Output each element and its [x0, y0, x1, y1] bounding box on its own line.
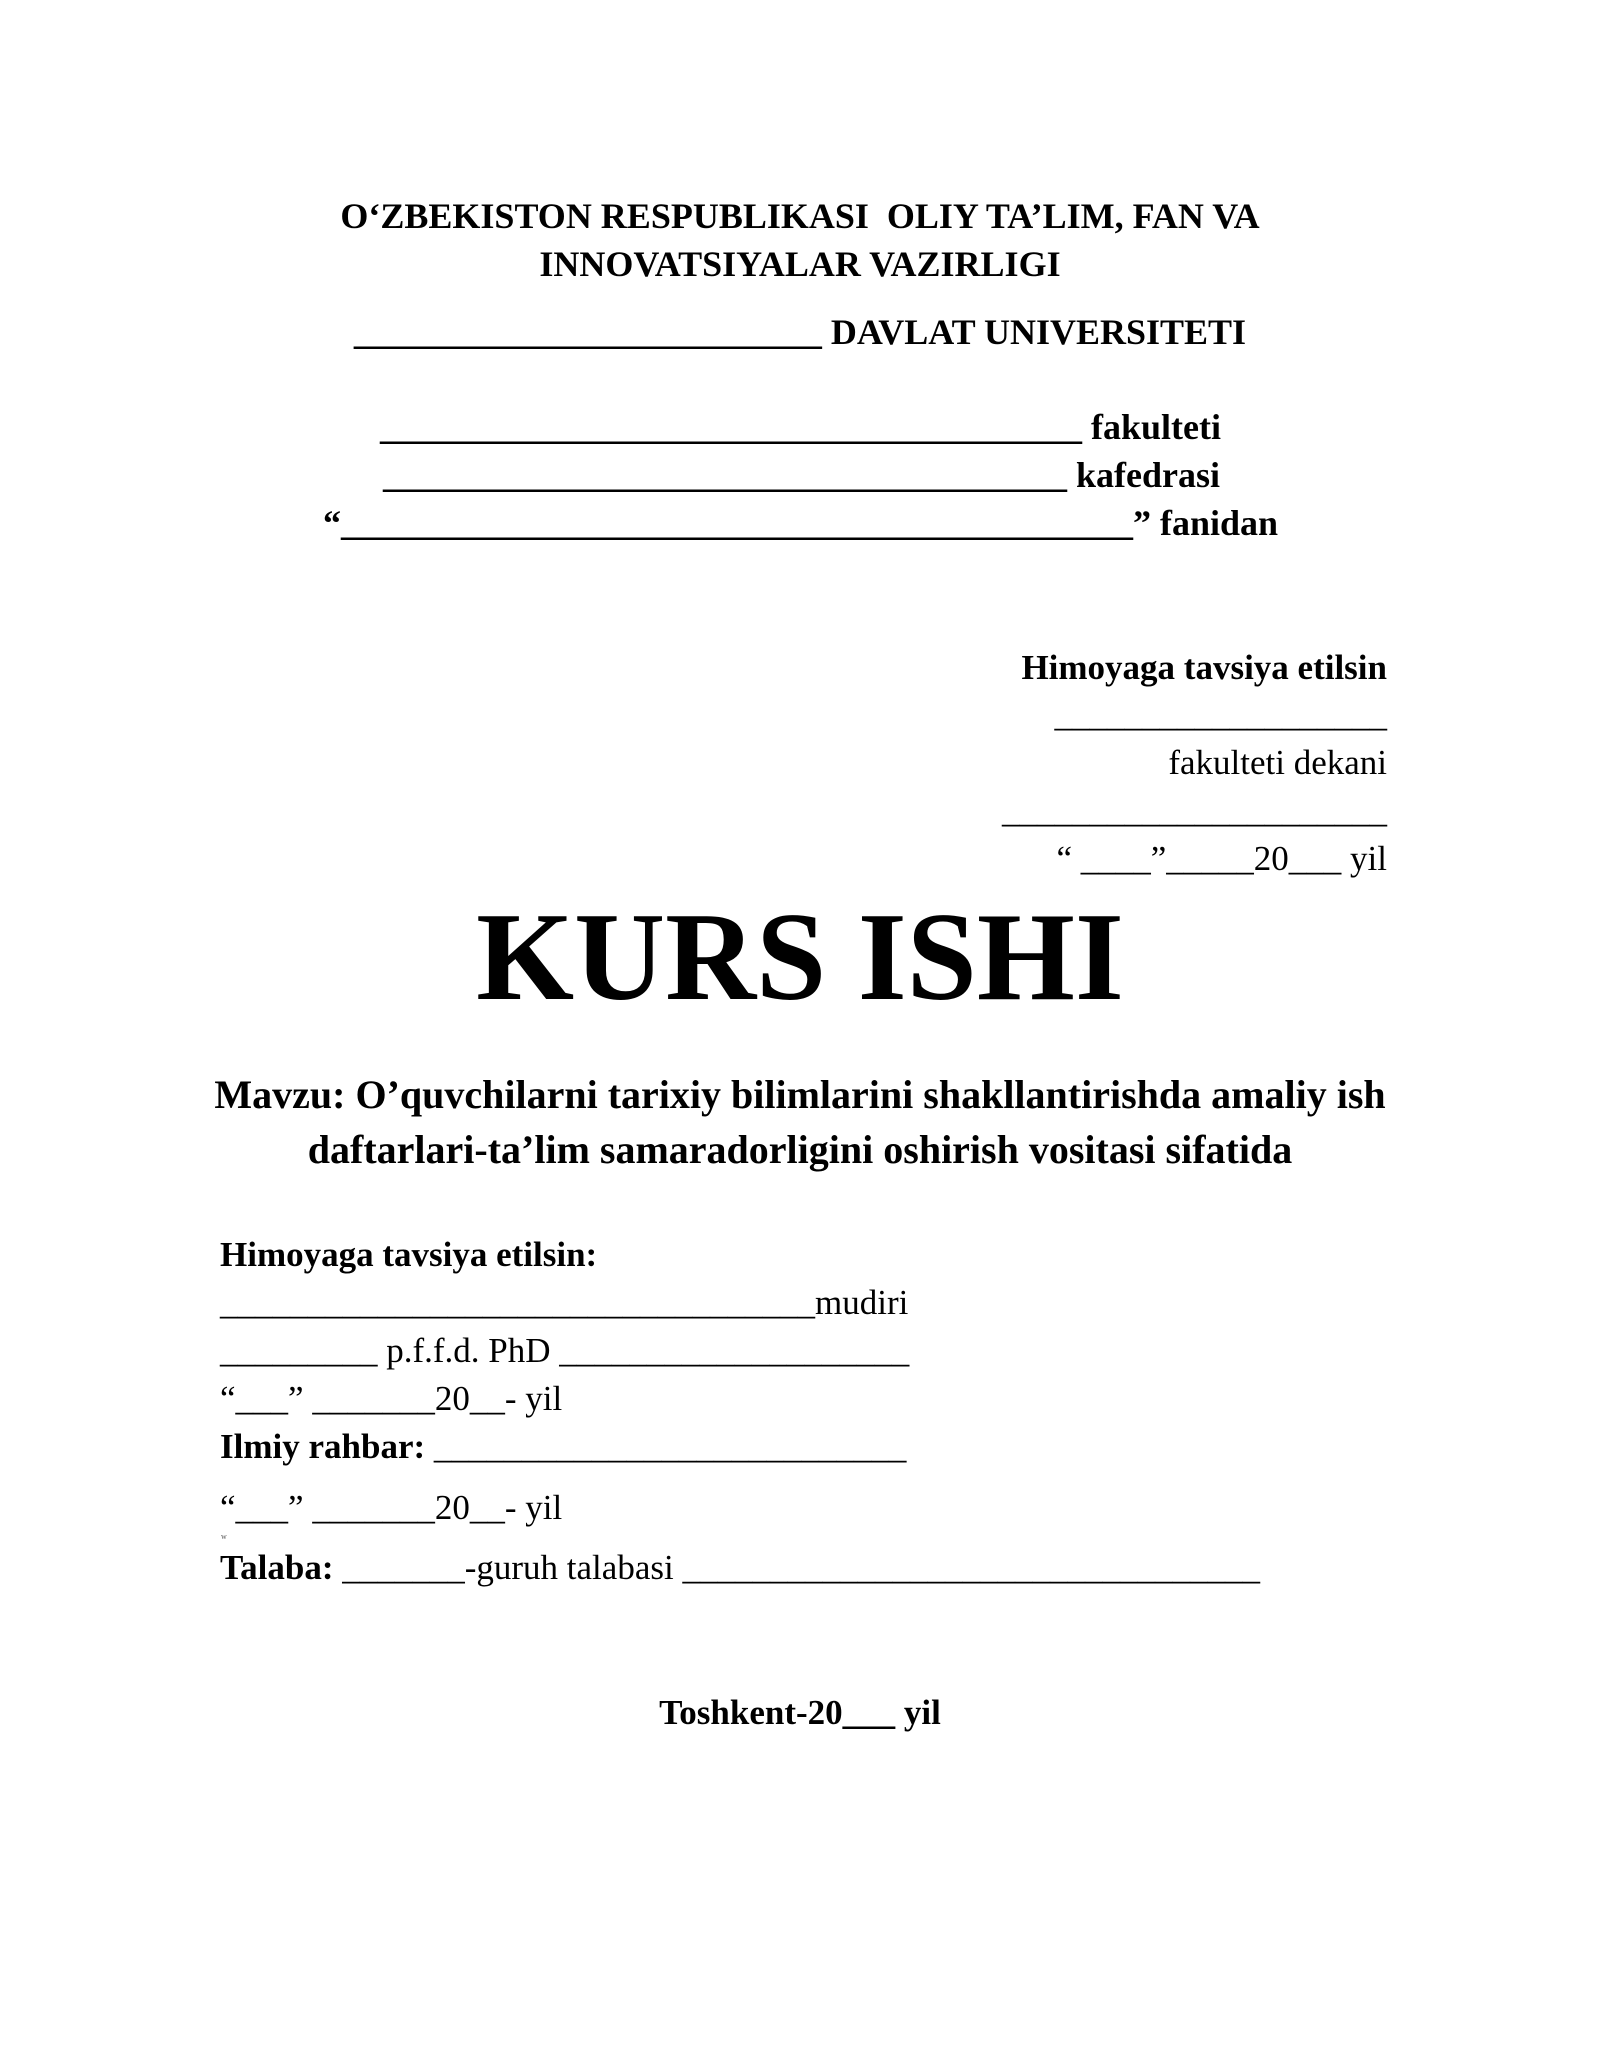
department-head-line: __________________________________mudiri	[220, 1283, 909, 1322]
ministry-line-1: O‘ZBEKISTON RESPUBLIKASI OLIY TA’LIM, FAN VA	[340, 196, 1260, 236]
city-year: Toshkent-20___ yil	[659, 1693, 941, 1732]
small-mark: w	[221, 1532, 227, 1541]
approval-top-role: fakulteti dekani	[1168, 743, 1387, 782]
approval-date-2: “___” _______20__- yil	[220, 1488, 563, 1527]
ministry-line-2: INNOVATSIYALAR VAZIRLIGI	[539, 244, 1061, 284]
approval-top-heading: Himoyaga tavsiya etilsin	[1021, 648, 1387, 687]
topic-line-1: Mavzu: O’quvchilarni tarixiy bilimlarini shakllantirishda amaliy ish	[214, 1072, 1386, 1117]
student-label: Talaba:	[220, 1548, 334, 1587]
degree-line: _________ p.f.f.d. PhD ____________________	[220, 1331, 910, 1370]
student-blank: _______-guruh talabasi _________________________________	[333, 1548, 1260, 1587]
approval-top-blank-2: ______________________	[1002, 791, 1387, 830]
university-line: __________________________ DAVLAT UNIVERSITETI	[353, 312, 1247, 352]
document-title: KURS ISHI	[476, 888, 1124, 1027]
student-line	[220, 1550, 1260, 1585]
topic-line-2: daftarlari-ta’lim samaradorligini oshirish vositasi sifatida	[307, 1127, 1293, 1172]
approval-top-blank-1: ___________________	[1054, 695, 1387, 734]
faculty-line: _______________________________________ fakulteti	[380, 407, 1221, 447]
advisor-line	[220, 1429, 906, 1464]
approval-bottom-heading: Himoyaga tavsiya etilsin:	[220, 1235, 598, 1274]
advisor-blank: ___________________________	[425, 1427, 907, 1466]
department-line: ______________________________________ kafedrasi	[383, 455, 1220, 495]
advisor-label: Ilmiy rahbar:	[220, 1427, 426, 1466]
approval-date-1: “___” _______20__- yil	[220, 1379, 563, 1418]
subject-line: “____________________________________________” fanidan	[323, 503, 1279, 543]
approval-top-date: “ ____”_____20___ yil	[1056, 839, 1387, 878]
